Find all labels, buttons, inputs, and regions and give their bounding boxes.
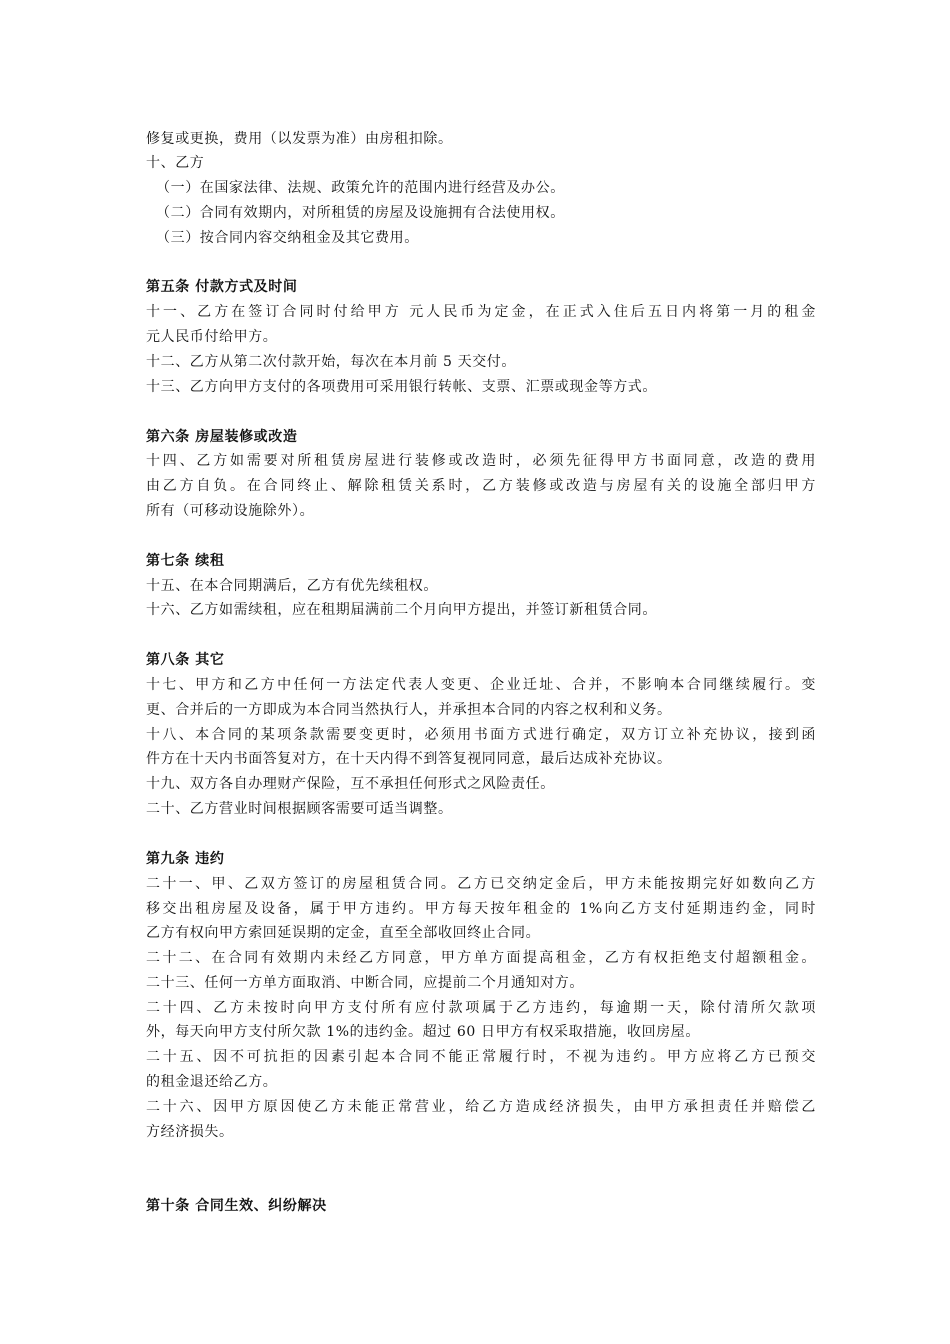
paragraph-line: 十三、乙方向甲方支付的各项费用可采用银行转帐、支票、汇票或现金等方式。 — [146, 379, 657, 395]
paragraph-line: 十六、乙方如需续租，应在租期届满前二个月向甲方提出，并签订新租赁合同。 — [146, 602, 657, 618]
paragraph-line: 的租金退还给乙方。 — [146, 1074, 278, 1090]
section-heading: 第十条 合同生效、纠纷解决 — [146, 1198, 327, 1214]
paragraph-line: （三）按合同内容交纳租金及其它费用。 — [156, 230, 419, 246]
clause-heading: 十、乙方 — [146, 155, 205, 171]
paragraph-line: （一）在国家法律、法规、政策允许的范围内进行经营及办公。 — [156, 180, 565, 196]
paragraph-line: （二）合同有效期内，对所租赁的房屋及设施拥有合法使用权。 — [156, 205, 565, 221]
paragraph-line: 修复或更换，费用（以发票为准）由房租扣除。 — [146, 131, 453, 147]
paragraph-line: 二十一、甲、乙双方签订的房屋租赁合同。乙方已交纳定金后，甲方未能按期完好如数向乙方 — [146, 876, 816, 892]
paragraph-line: 移交出租房屋及设备，属于甲方违约。甲方每天按年租金的 1%向乙方支付延期违约金，同时 — [146, 901, 816, 917]
paragraph-line: 二十五、因不可抗拒的因素引起本合同不能正常履行时，不视为违约。甲方应将乙方已预交 — [146, 1049, 816, 1065]
paragraph-line: 二十四、乙方未按时向甲方支付所有应付款项属于乙方违约，每逾期一天，除付清所欠款项 — [146, 1000, 816, 1016]
paragraph-line: 件方在十天内书面答复对方，在十天内得不到答复视同同意，最后达成补充协议。 — [146, 751, 672, 767]
paragraph-line: 十四、乙方如需要对所租赁房屋进行装修或改造时，必须先征得甲方书面同意，改造的费用 — [146, 453, 816, 469]
paragraph-line: 二十三、任何一方单方面取消、中断合同，应提前二个月通知对方。 — [146, 975, 584, 991]
paragraph-line: 二十六、因甲方原因使乙方未能正常营业，给乙方造成经济损失，由甲方承担责任并赔偿乙 — [146, 1099, 816, 1115]
paragraph-line: 十二、乙方从第二次付款开始，每次在本月前 5 天交付。 — [146, 354, 517, 370]
section-heading: 第六条 房屋装修或改造 — [146, 429, 298, 445]
paragraph-line: 所有（可移动设施除外）。 — [146, 503, 315, 519]
section-heading: 第八条 其它 — [146, 652, 225, 668]
paragraph-line: 方经济损失。 — [146, 1124, 234, 1140]
paragraph-line: 元人民币付给甲方。 — [146, 329, 278, 345]
section-heading: 第九条 违约 — [146, 851, 225, 867]
section-heading: 第七条 续租 — [146, 553, 225, 569]
paragraph-line: 十一、乙方在签订合同时付给甲方 元人民币为定金，在正式入住后五日内将第一月的租金 — [146, 304, 816, 320]
paragraph-line: 更、合并后的一方即成为本合同当然执行人，并承担本合同的内容之权利和义务。 — [146, 702, 672, 718]
paragraph-line: 十七、甲方和乙方中任何一方法定代表人变更、企业迁址、合并，不影响本合同继续履行。变 — [146, 677, 816, 693]
paragraph-line: 二十二、在合同有效期内未经乙方同意，甲方单方面提高租金，乙方有权拒绝支付超额租金。 — [146, 950, 816, 966]
paragraph-line: 由乙方自负。在合同终止、解除租赁关系时，乙方装修或改造与房屋有关的设施全部归甲方 — [146, 478, 816, 494]
paragraph-line: 外，每天向甲方支付所欠款 1%的违约金。超过 60 日甲方有权采取措施，收回房屋。 — [146, 1024, 700, 1040]
paragraph-line: 二十、乙方营业时间根据顾客需要可适当调整。 — [146, 801, 453, 817]
paragraph-line: 十八、本合同的某项条款需要变更时，必须用书面方式进行确定，双方订立补充协议，接到函 — [146, 727, 816, 743]
paragraph-line: 十九、双方各自办理财产保险，互不承担任何形式之风险责任。 — [146, 776, 555, 792]
paragraph-line: 十五、在本合同期满后，乙方有优先续租权。 — [146, 578, 438, 594]
section-heading: 第五条 付款方式及时间 — [146, 279, 298, 295]
paragraph-line: 乙方有权向甲方索回延误期的定金，直至全部收回终止合同。 — [146, 925, 541, 941]
